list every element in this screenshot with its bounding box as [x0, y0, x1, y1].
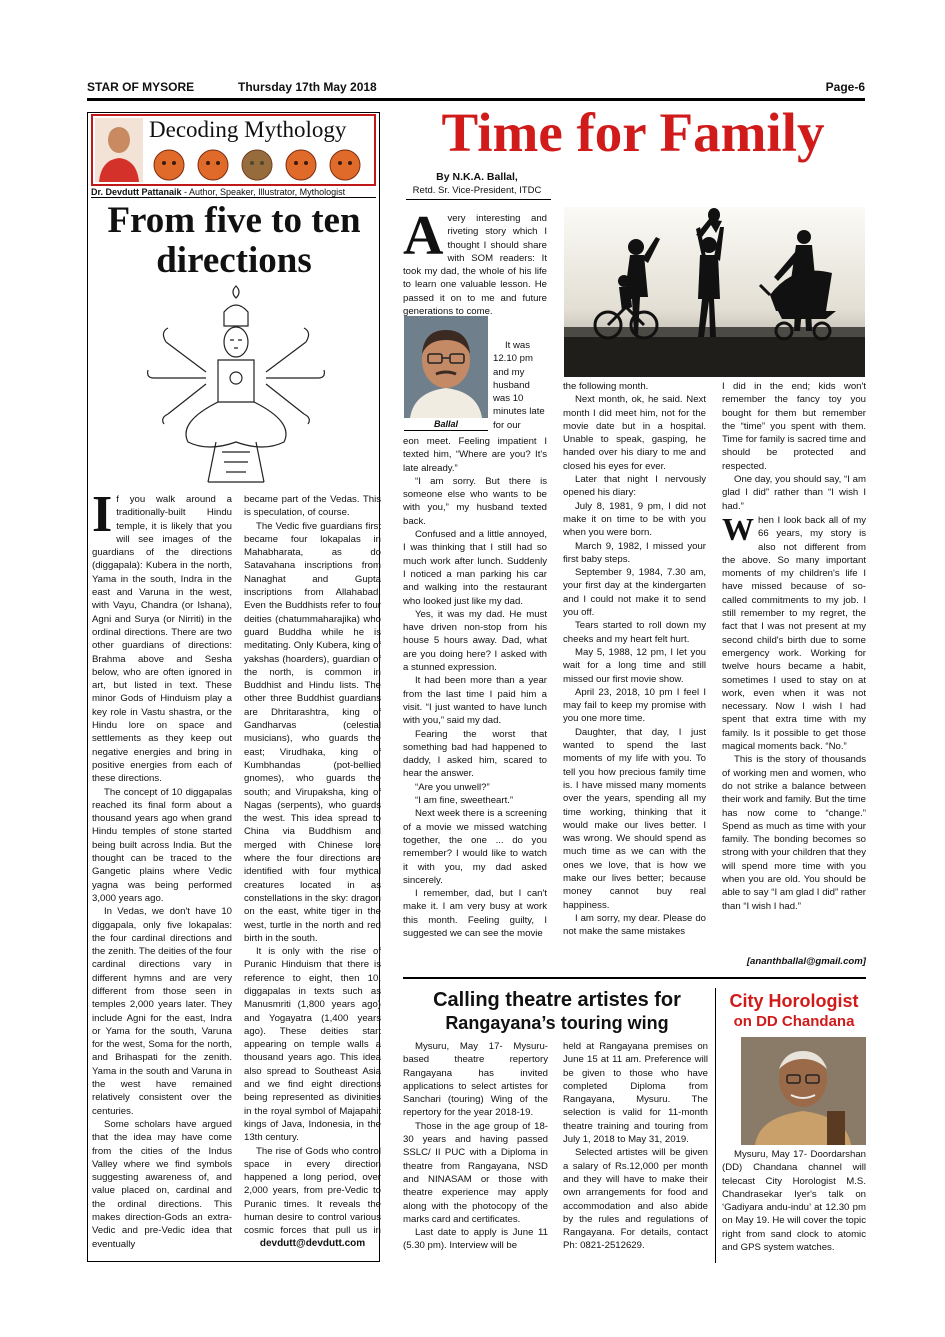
- main-byline-role: Retd. Sr. Vice-President, ITDC: [412, 185, 542, 196]
- horologist-headline-line2: on DD Chandana: [733, 1013, 855, 1030]
- horologist-body: Mysuru, May 17- Doordarshan (DD) Chandana channel will telecast City Horologist M.S. Chandrasekar Iyer's talk on ‘Gadiyara andu-indu’ at 12.30 pm on May 19. He will cover the topic right from sand clock to atomic and GPS system watches.: [722, 1149, 866, 1254]
- main-bottom-rule: [403, 977, 866, 979]
- author-portrait: [95, 118, 143, 182]
- left-article-col1: If you walk around a traditionally-built Hindu temple, it is likely that you will see images of the guardians of the directions (diggapala): Kubera in the north, Yama in the south, Indra in the east and Varuna in the west, with Vayu, Chandra (or Ishana), Agni and Surya (or Nirriti) in the ordinal directions. There are two other guardians of directions: Brahma above and Sesha below, who are often ignored in art, but listed in text. These minor Gods of Hinduism play a key role in Vastu shastra, or the Hindu lore on space and settlements as they keep out negative energies and bring in positive energies from each of these directions. The concept of 10 diggapalas reached its final form about a thousand years ago when grand Hindu temples of stone started being built across India. But the thought can be traced to the Gangetic plains where Vedic yagna was being performed 3,000 years ago. In Vedas, we don't have 10 diggapala, only five lokapalas: the four cardinal directions and the zenith. The deities of the four cardinal directions vary in different hymns and are very different from those seen in temples 2,000 years later. They include Agni for the east, Indra or Yama for the south, Varuna for the west, Soma for the north, and Brihaspati for the zenith. Yama in the south and Varuna in the west have remained relatively consistent over the centuries. Some scholars have argued that the idea may have come from the cities of the Indus Valley where we find symbols suggesting awareness of, and value placed on, cardinal and the ordinal directions. This makes direction-Gods an extra-Vedic and pre-Vedic idea that eventually: [92, 493, 232, 1250]
- theatre-headline-line2: Rangayana’s touring wing: [445, 1013, 669, 1033]
- main-article-col2: the following month. Next month, ok, he said. Next month I did meet him, not for the movie date but in a hospital. Unable to speak, gasping, he handed over his diary to me and closed his eyes for ever. Later that night I nervously opened his diary: July 8, 1981, 9 pm, I did not make it on time to be with you when you were born. March 9, 1982, I missed your first baby steps. September 9, 1984, 7.30 am, your first day at the kindergarten and I could not make it to send you off. Tears started to roll down my cheeks and my heart felt hurt. May 5, 1988, 12 pm, I let you wait for a long time and still missed our first movie show. April 23, 2018, 10 pm I feel I may fail to keep my promise with you one more time. Daughter, that day, I just wanted to spend the last moments of my life with you. To tell you how precious family time is. I have missed many moments over the years, spending all my time working, thinking that it would make our lives better. I was wrong. We should spend as much time as we can with the ones we love, that is how we make our lives better; because money cannot buy real happiness. I am sorry, my dear. Please do not make the same mistakes: [563, 381, 706, 938]
- deity-masks-icon: [151, 148, 373, 182]
- column-badge: [91, 114, 376, 186]
- main-article-col1-top: Avery interesting and riveting story which I thought I should share with SOM readers: It took my dad, the whole of his life to learn one valuable lesson. He passed it on to me and future generations to come.: [403, 212, 547, 318]
- ballal-portrait: [404, 316, 488, 418]
- family-silhouette-photo: [564, 207, 865, 377]
- masthead: [87, 80, 865, 96]
- theatre-headline: [403, 988, 711, 1034]
- main-drop-cap: A: [403, 212, 444, 267]
- badge-author-name: Dr. Devdutt Pattanaik: [91, 187, 182, 197]
- masthead-rule: [87, 98, 865, 101]
- left-drop-cap: I: [92, 493, 113, 543]
- main-author-email: [ananthballal@gmail.com]: [746, 956, 866, 967]
- issue-date: Thursday 17th May 2018: [238, 80, 377, 94]
- main-byline: [402, 170, 552, 197]
- horologist-headline-line1: City Horologist: [729, 991, 859, 1011]
- byline-rule: [406, 199, 551, 200]
- ballal-photo-caption: Ballal: [404, 418, 488, 431]
- main-article-col1-wrap: It was 12.10 pm and my husband was 10 minutes late for our: [493, 340, 545, 431]
- horologist-headline: [722, 990, 866, 1031]
- theatre-headline-line1: Calling theatre artistes for: [433, 989, 681, 1011]
- main-article-col1: eon meet. Feeling impatient I texted him, “Where are you? It's late already.” “I am sorry. But there is someone else who wants to be with you,” my husband texted back. Confused and a little annoyed, I was thinking that I still had so much work after lunch. Suddenly I noticed a man parking his car and walking into the restaurant who looked just like my dad. Yes, it was my dad. He must have driven non-stop from his house 5 hours away. Dad, what are you doing here? I asked with a stunned expression. It had been more than a year from the last time I paid him a visit. “I just wanted to have lunch with you,” said my dad. Fearing the worst that something bad had happened to daddy, I asked him, scared to hear the answer. “Are you unwell?” “I am fine, sweetheart.” Next week there is a screening of a movie we missed watching together, the one ... do you remember? I would like to watch it with you, my dad asked sincerely. I remember, dad, but I can't make it. I am very busy at work this month. Feeling guilty, I suggested we can see the movie: [403, 436, 547, 939]
- badge-byline: [91, 186, 376, 198]
- left-article-col2: became part of the Vedas. This is speculation, of course. The Vedic five guardians first became four lokapalas in Mahabharata, as do Satavahana inscriptions from Nanaghat and Gupta inscriptions from Allahabad. Even the Buddhists refer to four deities (chatummaharajika) who guard Buddha while he is meditating. Only Kubera, king of yakshas (hoarders), guardian of the north, is common in Buddhist and Hindu lists. The other three Buddhist guardians are Dhritarashtra, king of Gandharvas (celestial musicians), who guards the east; Virudhaka, king of Kumbhandas (pot-bellied gnomes), who guards the south; and Virupaksha, king of Nagas (serpents), who guards the west. This idea spread to China via Buddhism and merged with Chinese lore where the four directions are identified with four mythical creatures located in as constellations in the sky: dragon on the east, white tiger in the west, turtle in the north and red birth in the south. It is only with the rise of Puranic Hinduism that there is reference to eight, then 10, diggapalas in texts such as Manusmriti (1,800 years ago) and Yogayatra (1,400 years ago). These deities start appearing on temple walls a thousand years ago. This idea also spread to Southeast Asia and we find eight directions being represented as divinities in the royal symbol of Majapahit kings of Java, Indonesia, in the 13th century. The rise of Gods who control space in every direction happened a long period, over 2,000 years, from pre-Vedic to Puranic times. It reveals the human desire to control various cosmic forces that pull us in: [244, 494, 381, 1237]
- page-number: Page-6: [825, 80, 865, 94]
- main-byline-name: By N.K.A. Ballal,: [436, 171, 518, 183]
- horologist-divider: [715, 988, 716, 1263]
- badge-title: Decoding Mythology: [149, 117, 347, 142]
- paper-name: STAR OF MYSORE: [87, 80, 195, 94]
- main-article-col3: I did in the end; kids won't remember the fancy toy you bought for them but remember the “time” you spent with them. Time for family is sacred time and should be protected and respected. One day, you should say, “I am glad I did” rather than “I wish I had.” When I look back all of my 66 years, my story is also not different from the above. So many important moments of my children's life I have missed because of so-called commitments to my job. I still remember to my regret, the fact that I was not present at my second child's birth due to some emergency work. Working for twelve hours became a habit, sometimes I used to stay on at work, even when it was not necessary. Now I wish I had spent that extra time with my family. Is it possible to get those magical moments back. “No.” This is the story of thousands of working men and women, who do not strike a balance between their work and family. But the time has now come to “change.” Spend as much as time with your family. The bonding becomes so strong with your children that they will spend more time with you when you are old. You should be able to say “I am glad I did” rather than “I wish I had.”: [722, 381, 866, 912]
- main-headline: Time for Family: [441, 102, 825, 163]
- left-headline: From five to ten directions: [107, 200, 361, 281]
- horologist-portrait: [741, 1037, 866, 1145]
- diggapala-illustration: [146, 282, 326, 487]
- theatre-col2: held at Rangayana premises on June 15 at 11 am. Preference will be given to those who have completed Diploma from Rangayana, Mysuru. The selection is valid for 11-month theatre training and touring from July 1, 2018 to May 31, 2019. Selected artistes will be given a salary of Rs.12,000 per month and they will have to make their own arrangements for food and accommodation and also abide by the rules and regulations of Rangayana. For details, contact Ph: 0821-2512629.: [563, 1041, 708, 1252]
- theatre-col1: Mysuru, May 17- Mysuru-based theatre repertory Rangayana has invited applications to select artistes for Sanchari (touring) Wing of the repertory for the year 2018-19. Those in the age group of 18-30 years and having passed SSLC/ II PUC with a Diploma in theatre from Rangayana, NSD and NINASAM or those with theatre experience may apply along with the photocopy of the marks card and certificates. Last date to apply is June 11 (5.30 pm). Interview will be: [403, 1041, 548, 1252]
- col3-drop-cap: W: [722, 510, 754, 547]
- left-author-email: devdutt@devdutt.com: [259, 1238, 366, 1249]
- badge-author-role: - Author, Speaker, Illustrator, Mythologist: [181, 187, 346, 197]
